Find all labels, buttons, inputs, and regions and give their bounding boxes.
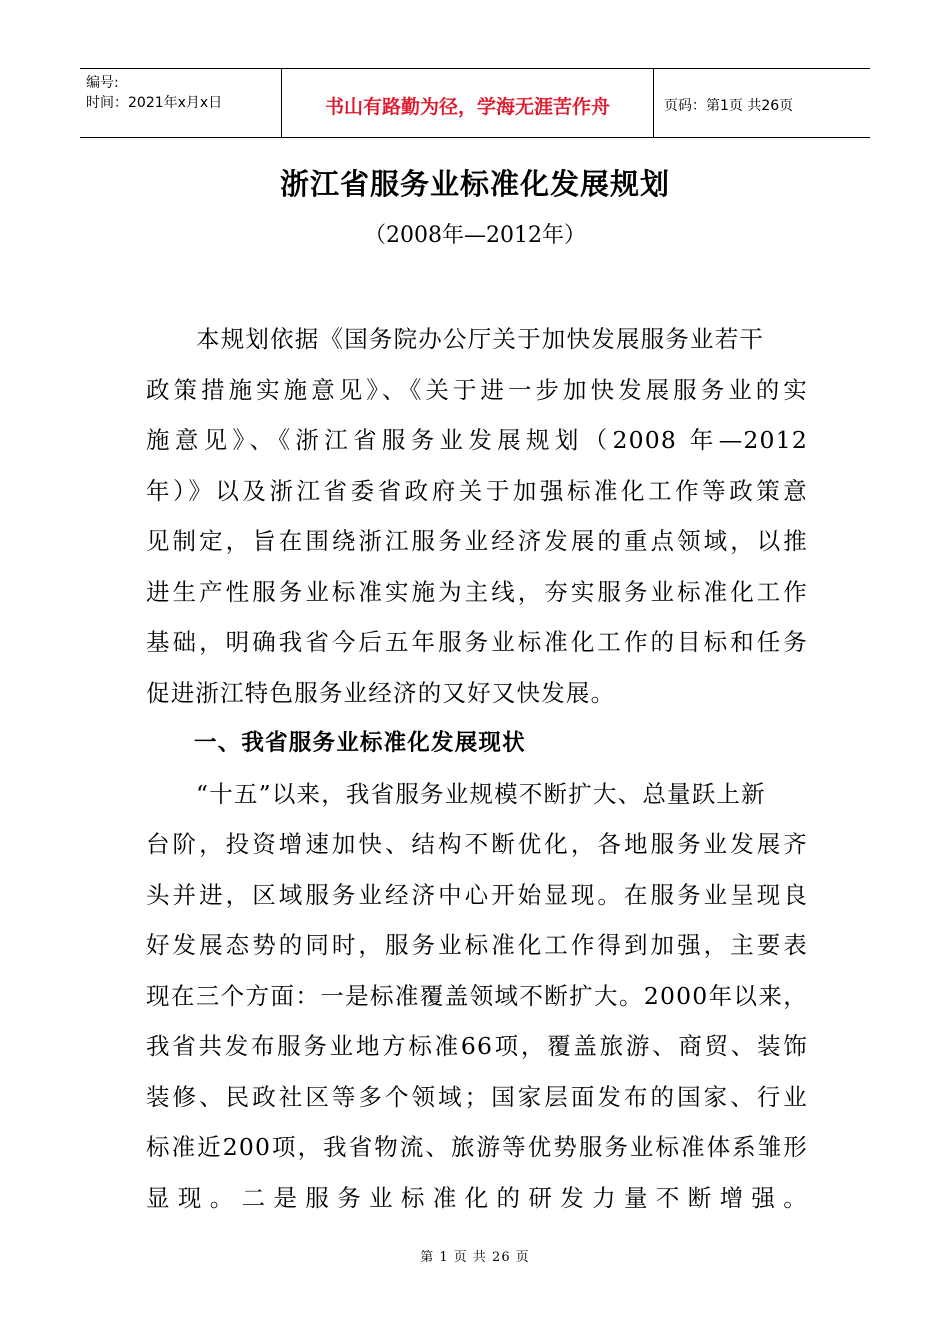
page-header bbox=[80, 68, 870, 138]
body-line: 政策措施实施意见》、《关于进一步加快发展服务业的实 bbox=[146, 375, 808, 404]
document-body bbox=[146, 314, 808, 1223]
body-line: 显现。二是服务业标准化的研发力量不断增强。 bbox=[146, 1183, 808, 1212]
body-line: 本规划依据《国务院办公厅关于加快发展服务业若干 bbox=[196, 325, 765, 353]
body-line: 年）》以及浙江省委省政府关于加强标准化工作等政策意 bbox=[146, 476, 808, 505]
body-line: 好发展态势的同时，服务业标准化工作得到加强，主要表 bbox=[146, 931, 808, 959]
body-line: 进生产性服务业标准实施为主线，夯实服务业标准化工作 bbox=[146, 577, 808, 606]
section-heading: 一、我省服务业标准化发展现状 bbox=[194, 730, 526, 756]
page-footer: 第 1 页 共 26 页 bbox=[420, 1250, 530, 1265]
body-line: 见制定，旨在围绕浙江服务业经济发展的重点领域，以推 bbox=[146, 527, 808, 555]
body-line: 基础，明确我省今后五年服务业标准化工作的目标和任务 bbox=[146, 628, 808, 656]
serial-label: 编号: bbox=[86, 75, 119, 91]
header-motto: 书山有路勤为径，学海无涯苦作舟 bbox=[282, 69, 654, 137]
header-meta bbox=[80, 69, 282, 137]
body-line: 促进浙江特色服务业经济的又好又快发展。 bbox=[146, 678, 616, 707]
body-line: 装修、民政社区等多个领域；国家层面发布的国家、行业 bbox=[146, 1082, 808, 1111]
body-line: 我省共发布服务业地方标准66项，覆盖旅游、商贸、装饰 bbox=[146, 1032, 808, 1060]
document-subtitle: （2008年—2012年） bbox=[364, 223, 586, 248]
body-line: 标准近200项，我省物流、旅游等优势服务业标准体系雏形 bbox=[146, 1133, 808, 1161]
header-page-info: 页码：第1页 共26页 bbox=[664, 98, 794, 114]
body-line: 现在三个方面：一是标准覆盖领域不断扩大。2000年以来， bbox=[146, 981, 808, 1010]
body-line: 头并进，区域服务业经济中心开始显现。在服务业呈现良 bbox=[146, 880, 808, 909]
body-line: 施意见》、《浙江省服务业发展规划（2008 年—2012 bbox=[146, 426, 808, 454]
document-title: 浙江省服务业标准化发展规划 bbox=[279, 167, 670, 201]
body-line: 台阶，投资增速加快、结构不断优化，各地服务业发展齐 bbox=[146, 830, 808, 858]
body-line: “十五”以来，我省服务业规模不断扩大、总量跃上新 bbox=[196, 779, 766, 808]
time-label: 时间：2021年x月x日 bbox=[86, 95, 223, 111]
